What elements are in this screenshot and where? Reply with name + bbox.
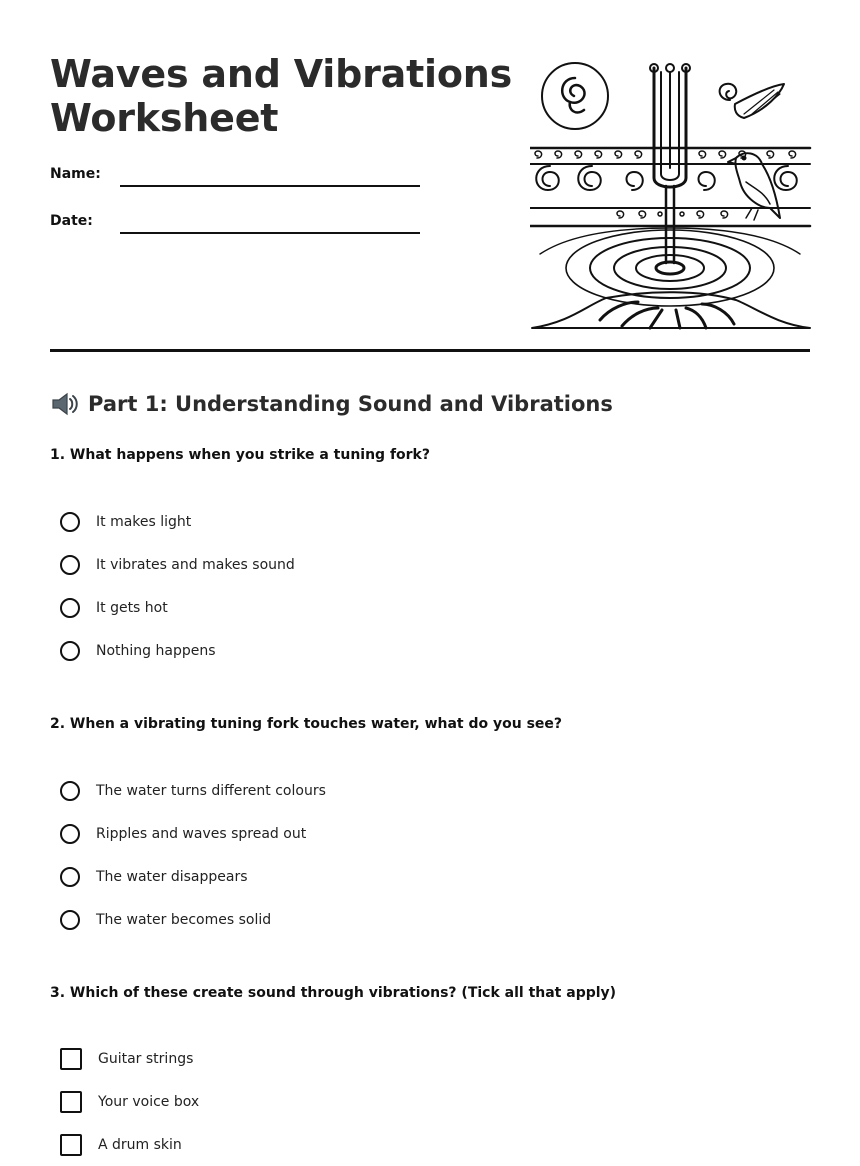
- question-3: 3. Which of these create sound through vibrations? (Tick all that apply): [50, 985, 617, 1001]
- checkbox[interactable]: [60, 1048, 82, 1070]
- q2-option-4[interactable]: [60, 898, 326, 941]
- worksheet-title: [50, 52, 512, 140]
- radio-button[interactable]: [60, 512, 80, 532]
- radio-button[interactable]: [60, 555, 80, 575]
- option-label: Ripples and waves spread out: [96, 825, 307, 842]
- question-2: 2. When a vibrating tuning fork touches water, what do you see?: [50, 716, 563, 732]
- section-1-title: Part 1: Understanding Sound and Vibrations: [88, 392, 613, 416]
- option-label: It gets hot: [96, 599, 168, 616]
- title-line-1: Waves and Vibrations: [50, 52, 513, 96]
- question-1-options: [60, 500, 295, 672]
- name-line[interactable]: [120, 185, 420, 187]
- radio-button[interactable]: [60, 910, 80, 930]
- q3-option-3[interactable]: [60, 1123, 199, 1166]
- q2-option-3[interactable]: [60, 855, 326, 898]
- radio-button[interactable]: [60, 598, 80, 618]
- q1-option-1[interactable]: [60, 500, 295, 543]
- q1-option-2[interactable]: [60, 543, 295, 586]
- q2-option-1[interactable]: [60, 769, 326, 812]
- date-label: Date:: [50, 213, 93, 229]
- question-3-options: [60, 1037, 199, 1166]
- worksheet-page: [50, 0, 810, 1161]
- date-line[interactable]: [120, 232, 420, 234]
- worksheet-header: [50, 0, 810, 352]
- option-label: It makes light: [96, 513, 192, 530]
- checkbox[interactable]: [60, 1091, 82, 1113]
- header-divider: [50, 349, 810, 352]
- radio-button[interactable]: [60, 867, 80, 887]
- option-label: Your voice box: [98, 1093, 200, 1110]
- option-label: Nothing happens: [96, 642, 216, 659]
- name-field[interactable]: [50, 165, 430, 189]
- question-2-options: [60, 769, 326, 941]
- q3-option-1[interactable]: [60, 1037, 199, 1080]
- option-label: Guitar strings: [98, 1050, 194, 1067]
- date-field[interactable]: [50, 212, 430, 236]
- q1-option-4[interactable]: [60, 629, 295, 672]
- tuning-fork-water-ripples-illustration: [530, 58, 812, 332]
- title-line-2: Worksheet: [50, 96, 279, 140]
- option-label: The water turns different colours: [96, 782, 326, 799]
- radio-button[interactable]: [60, 641, 80, 661]
- option-label: The water disappears: [96, 868, 248, 885]
- option-label: A drum skin: [98, 1136, 182, 1153]
- option-label: It vibrates and makes sound: [96, 556, 295, 573]
- option-label: The water becomes solid: [96, 911, 272, 928]
- q2-option-2[interactable]: [60, 812, 326, 855]
- q3-option-2[interactable]: [60, 1080, 199, 1123]
- radio-button[interactable]: [60, 781, 80, 801]
- section-1-heading: [50, 390, 613, 418]
- name-label: Name:: [50, 166, 101, 182]
- radio-button[interactable]: [60, 824, 80, 844]
- q1-option-3[interactable]: [60, 586, 295, 629]
- speaker-icon: [50, 390, 80, 418]
- question-1: 1. What happens when you strike a tuning fork?: [50, 447, 430, 463]
- checkbox[interactable]: [60, 1134, 82, 1156]
